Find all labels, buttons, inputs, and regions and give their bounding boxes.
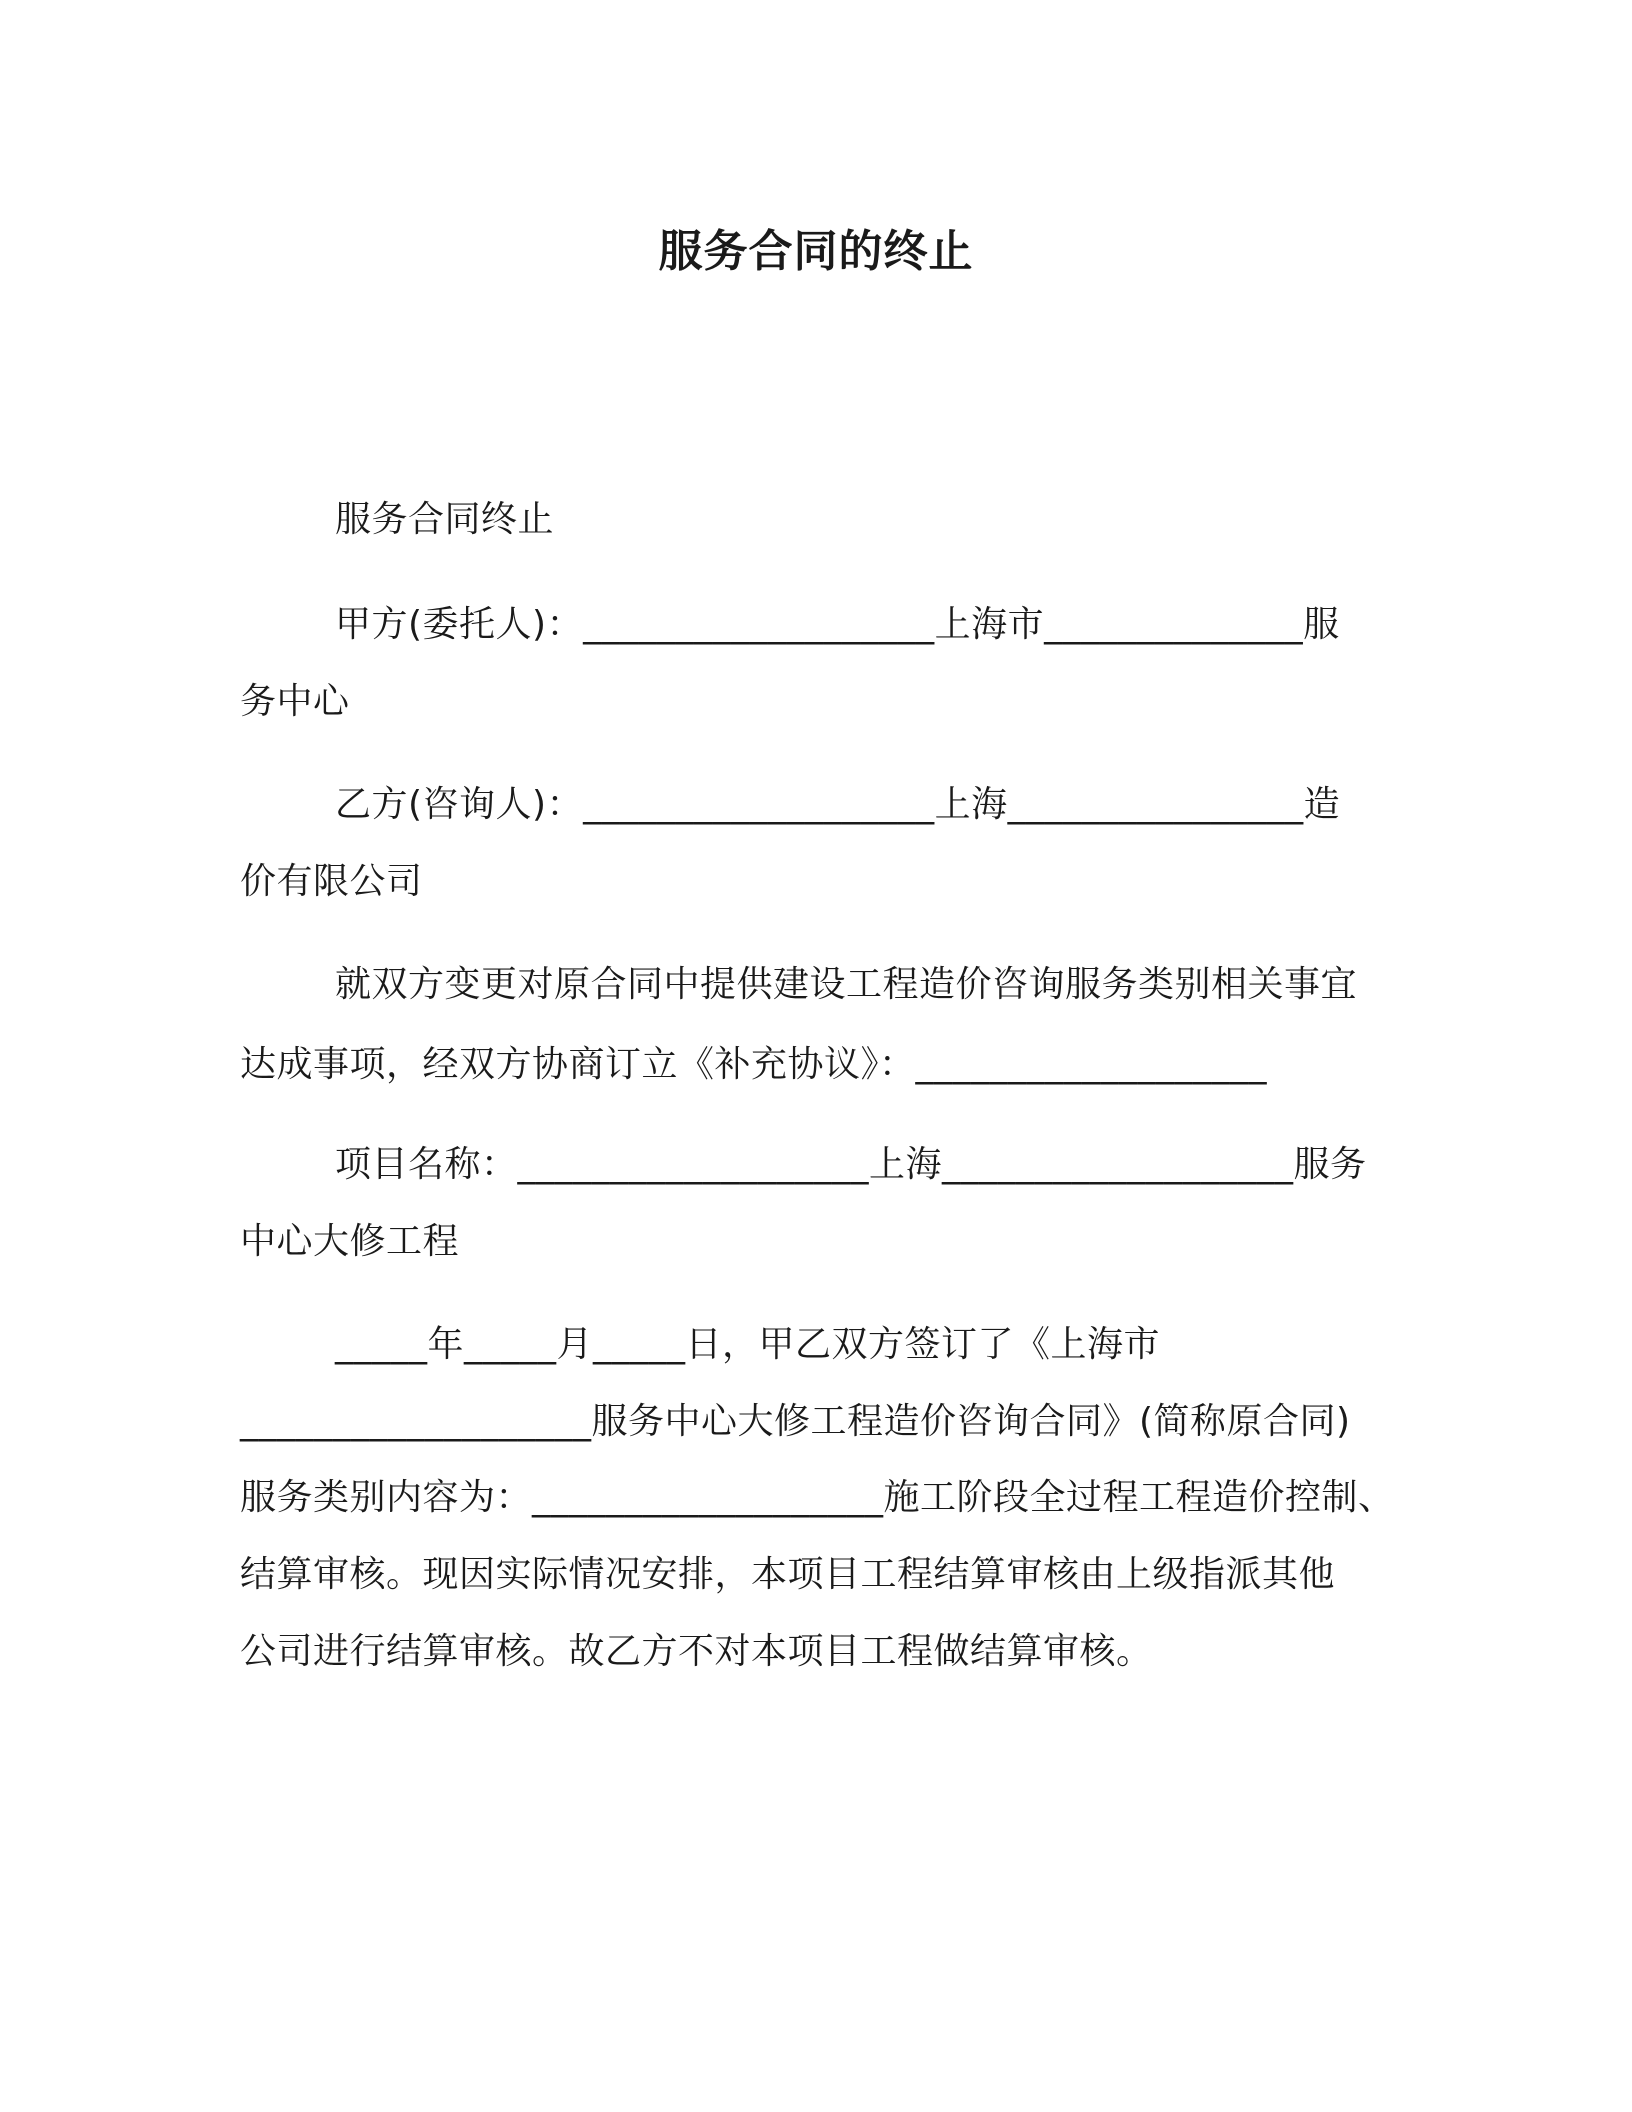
document-title: 服务合同的终止 <box>658 226 974 277</box>
party-a-line-1: 甲方(委托人)：___________________上海市______________服 <box>335 604 1340 645</box>
party-b-line-1: 乙方(咨询人)：___________________上海________________造 <box>335 784 1341 825</box>
body-line-5: 公司进行结算审核。故乙方不对本项目工程做结算审核。 <box>240 1631 1153 1672</box>
project-name-line-2: 中心大修工程 <box>240 1221 460 1262</box>
intro-line-1: 就双方变更对原合同中提供建设工程造价咨询服务类别相关事宜 <box>335 964 1358 1005</box>
intro-line-2: 达成事项，经双方协商订立《补充协议》：___________________ <box>240 1044 1268 1085</box>
party-b-line-2: 价有限公司 <box>240 861 423 902</box>
body-line-1: _____年_____月_____日，甲乙双方签订了《上海市 <box>335 1324 1161 1365</box>
body-line-4: 结算审核。现因实际情况安排，本项目工程结算审核由上级指派其他 <box>240 1554 1336 1595</box>
body-line-2: ___________________服务中心大修工程造价咨询合同》(简称原合同) <box>240 1401 1351 1442</box>
project-name-line-1: 项目名称：___________________上海___________________服务 <box>335 1144 1367 1185</box>
body-line-3: 服务类别内容为：___________________施工阶段全过程工程造价控制、 <box>240 1477 1395 1518</box>
section-heading: 服务合同终止 <box>335 499 555 540</box>
party-a-line-2: 务中心 <box>240 681 350 722</box>
